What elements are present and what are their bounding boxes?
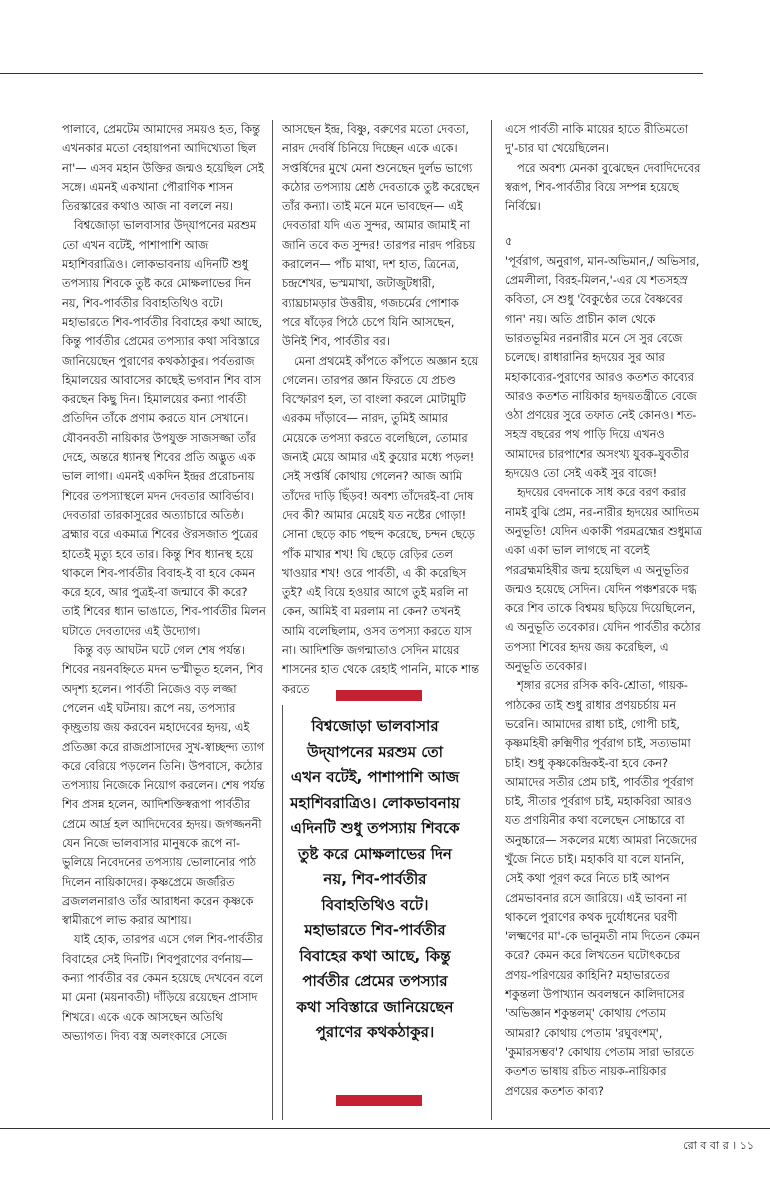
paragraph: যাই হোক, তারপর এসে গেল শিব-পার্বতীর বিবাহের সেই দিনটি। শিবপুরাণের বর্ণনায়— কন্যা পার্বতীর বর কেমন হয়েছে দেখবেন বলে মা মেনা (ময়নাবতী) দাঁড়িয়ে রয়েছেন প্রাসাদ শিখরে। একে একে আসছেন অতিথি অভ্যাগত। দিব্য বস্ত্র অলংকারে সেজে [62,932,263,1043]
pullquote-bottom-bar [336,1095,422,1106]
column-divider-1 [272,120,273,1120]
paragraph: পরে অবশ্য মেনকা বুঝেছেন দেবাদিদেবের স্বরূপ, শিব-পার্বতীর বিয়ে সম্পন্ন হয়েছে নির্বিঘ্নে। [505,160,701,214]
page-footer: রো ব বা র । ১১ [683,1139,754,1152]
footer-rule [0,1128,770,1129]
paragraph: হৃদয়ের বেদনাকে সাধ করে বরণ করার নামই বুঝি প্রেম, নর-নারীর হৃদয়ের আদিতম অনুভূতি! যেদিন একাকী পরমব্রহ্মের শুধুমাত্র একা একা ভাল লাগছে না বলেই পরব্রহ্মমহিষীর জন্ম হয়েছিল এ অনুভূতির জন্মও হয়েছে সেদিন। যেদিন পঞ্চশরকে দগ্ধ করে শিব তাকে বিশ্বময় ছড়িয়ে দিয়েছিলেন, এ অনুভূতি তবেকার। যেদিন পার্বতীর কঠোর তপস্যা শিবের হৃদয় জয় করেছিল, এ অনুভূতি তবেকার। [505,485,703,674]
paragraph: বিশ্বজোড়া ভালবাসার উদ্‌যাপনের মরশুম তো এখন বটেই, পাশাপাশি আজ মহাশিবরাত্রিও। লোকভাবনায় এদিনটি শুধু তপস্যায় শিবকে তুষ্ট করে মোক্ষলাভের দিন নয়, শিব-পার্বতীর বিবাহতিথিও বটে। মহাভারতে শিব-পার্বতীর বিবাহের কথা আছে, কিন্তু পার্বতীর প্রেমের তপস্যার কথা সবিস্তারে জানিয়েছেন পুরাণের কথকঠাকুর। পর্বতরাজ হিমালয়ের আবাসের কাছেই ভগবান শিব বাস করছেন কিছু দিন। হিমালয়ের কন্যা পার্বতী প্রতিদিন তাঁকে প্রণাম করতে যান সেখানে। যৌবনবতী নায়িকার উপযুক্ত সাজসজ্জা তাঁর দেহে, অন্তরে ধ্যানস্থ শিবের প্রতি অদ্ভুত এক ভাল লাগা। এমনই একদিন ইন্দ্রর প্ররোচনায় শিবের তপস্যাস্থলে মদন দেবতার আবির্ভাব। দেবতারা তারকাসুরের অত্যাচারে অতিষ্ঠ। ব্রহ্মার বরে একমাত্র শিবের ঔরসজাত পুত্রের হাতেই মৃত্যু হবে তার। কিন্তু শিব ধ্যানস্থ হয়ে থাকলে শিব-পার্বতীর বিবাহ-ই বা হবে কেমন করে হবে, আর পুত্রই-বা জন্মাবে কী করে? তাই শিবের ধ্যান ভাঙাতে, শিব-পার্বতীর মিলন ঘটাতে দেবতাদের এই উদ্যোগ। [62,218,266,638]
article-column-2 [282,120,480,700]
article-column-3 [505,120,703,1120]
paragraph: এসে পার্বতী নাকি মায়ের হাতে রীতিমতো দু'-চার ঘা খেয়েছিলেন। [505,122,689,156]
paragraph: পালাবে, প্রেমটেম আমাদের সময়ও হত, কিন্তু এখনকার মতো বেহায়াপনা আদিখ্যেতা ছিল না'— এসব মহান উক্তির জন্মও হয়েছিল সেই সঙ্গে। এমনই একখানা পৌরাণিক শাসন তিরস্কারের কথাও আজ না বললে নয়। [62,122,264,214]
column-divider-2 [491,120,492,1120]
paragraph: শৃঙ্গার রসের রসিক কবি-শ্রোতা, গায়ক-পাঠকের তাই শুধু রাধার প্রণয়চর্চায় মন ভরেনি। আমাদের রাধা চাই, গোপী চাই, কৃষ্ণমহিষী রুক্মিণীর পূর্বরাগ চাই, সত্যভামা চাই। শুধু কৃষ্ণকেন্দ্রিকই-বা হবে কেন? আমাদের সতীর প্রেম চাই, পার্বতীর পূর্বরাগ চাই, সীতার পূর্বরাগ চাই, মহাকবিরা আরও যত প্রণয়িনীর কথা বলেছেন সোচ্চারে বা অনুচ্চারে— সকলের মধ্যে আমরা নিজেদের খুঁজে নিতে চাই। মহাকবি যা বলে যাননি, সেই কথা পূরণ করে নিতে চাই আপন প্রেমভাবনার রসে জারিয়ে। এই ভাবনা না থাকলে পুরাণের কথক দুর্যোধনের ঘরণী 'লক্ষ্মণের মা'-কে ভানুমতী নাম দিতেন কেমন করে? কেমন করে লিখতেন ঘটোৎকচের প্রণয়-পরিণয়ের কাহিনি? মহাভারতের শকুন্তলা উপাখ্যান অবলম্বনে কালিদাসের 'অভিজ্ঞান শকুন্তলম্' কোথায় পেতাম আমরা? কোথায় পেতাম 'রঘুবংশম্', 'কুমারসম্ভব'? কোথায় পেতাম সারা ভারতে কতশত ভাষায় রচিত নায়ক-নায়িকার প্রণয়ের কতশত কাব্য? [505,678,700,1098]
section-number: ৫ [505,234,513,249]
paragraph: মেনা প্রথমেই কাঁপতে কাঁপতে অজ্ঞান হয়ে গেলেন। তারপর জ্ঞান ফিরতে যে প্রচণ্ড বিস্ফোরণ হল, তা বাংলা করলে মোটামুটি এরকম দাঁড়াবে— নারদ, তুমিই আমার মেয়েকে তপস্যা করতে বলেছিলে, তোমার জন্যই মেয়ে আমার এই কুয়োর মধ্যে পড়ল! সেই সপ্তর্ষি কোথায় গেলেন? আজ আমি তাঁদের দাড়ি ছিঁড়ব! অবশ্য তাঁদেরই-বা দোষ দেব কী? আমার মেয়েই যত নষ্টের গোড়া! সোনা ছেড়ে কাচ পছন্দ করেছে, চন্দন ছেড়ে পাঁক মাখার শখ! ঘি ছেড়ে রেড়ির তেল খাওয়ার শখ! ওরে পার্বতী, এ কী করেছিস তুই? এই বিয়ে হওয়ার আগে তুই মরলি না কেন, আমিই বা মরলাম না কেন? তখনই আমি বলেছিলাম, ওসব তপস্যা করতে যাস না। আদিশক্তি জগন্মাতাও সেদিন মায়ের শাসনের হাত থেকে রেহাই পাননি, মাকে শান্ত করতে [282,353,479,696]
header-rule [0,73,703,74]
pullquote-top-bar [336,690,422,701]
paragraph: আসছেন ইন্দ্র, বিষ্ণু, বরুণের মতো দেবতা, নারদ দেবর্ষি চিনিয়ে দিচ্ছেন একে একে। সপ্তর্ষিদের মুখে মেনা শুনেছেন দুর্লভ ভাগ্যে কঠোর তপস্যায় শ্রেষ্ঠ দেবতাকে তুষ্ট করেছেন তাঁর কন্যা। তাই মনে মনে ভাবছেন— এই দেবতারা যদি এত সুন্দর, আমার জামাই না জানি তবে কত সুন্দর! তারপর নারদ পরিচয় করালেন— পাঁচ মাথা, দশ হাত, ত্রিনেত্র, চন্দ্রশেখর, ভস্মমাখা, জটাজুটধারী, ব্যাঘ্রচামড়ার উত্তরীয়, গজচর্মের পোশাক পরে ষাঁড়ের পিঠে চেপে যিনি আসছেন, উনিই শিব, পার্বতীর বর। [282,122,480,349]
article-column-1 [62,120,267,1120]
pullquote: বিশ্বজোড়া ভালবাসার উদ্‌যাপনের মরশুম তো এখন বটেই, পাশাপাশি আজ মহাশিবরাত্রিও। লোকভাবনায় এদিনটি শুধু তপস্যায় শিবকে তুষ্ট করে মোক্ষলাভের দিন নয়, শিব-পার্বতীর বিবাহতিথিও বটে। মহাভারতে শিব-পার্বতীর বিবাহের কথা আছে, কিন্তু পার্বতীর প্রেমের তপস্যার কথা সবিস্তারে জানিয়েছেন পুরাণের কথকঠাকুর। [290,717,460,1041]
paragraph: 'পূর্বরাগ, অনুরাগ, মান-অভিমান,/ অভিসার, প্রেমলীলা, বিরহ-মিলন,'-এর যে শতসহস্র কবিতা, সে শুধু 'বৈকুণ্ঠের তরে বৈষ্ণবের গান' নয়। অতি প্রাচীন কাল থেকে ভারতভূমির নরনারীর মনে সে সুর বেজে চলেছে। রাধারানির হৃদয়ের সুর আর মহাকাব্যের-পুরাণের আরও কতশত কাব্যের আরও কতশত নায়িকার হৃদয়তন্ত্রীতে বেজে ওঠা প্রণয়ের সুরে তফাত নেই কোনও। শত-সহস্র বছরের পথ পাড়ি দিয়ে এখনও আমাদের চারপাশের অসংখ্য যুবক-যুবতীর হৃদয়েও তো সেই একই সুর বাজে! [505,253,700,481]
paragraph: কিন্তু বড় আঘটন ঘটে গেল শেষ পর্যন্ত। শিবের নয়নবহ্নিতে মদন ভস্মীভূত হলেন, শিব অদৃশ্য হলেন। পার্বতী নিজেও বড় লজ্জা পেলেন এই ঘটনায়। রূপে নয়, তপস্যার কৃচ্ছ্রতায় জয় করবেন মহাদেবের হৃদয়, এই প্রতিজ্ঞা করে রাজপ্রাসাদের সুখ-স্বাচ্ছন্দ্য ত্যাগ করে বেরিয়ে পড়লেন তিনি। উপবাসে, কঠোর তপস্যায় নিজেকে নিয়োগ করলেন। শেষ পর্যন্ত শিব প্রসন্ন হলেন, আদিশক্তিস্বরূপা পার্বতীর প্রেমে আর্দ্র হল আদিদেবের হৃদয়। জগজ্জননী যেন নিজে ভালবাসার মানুষকে রূপে না-ভুলিয়ে নিবেদনের তপস্যায় ভোলানোর পাঠ দিলেন নায়িকাদের। কৃষ্ণপ্রেমে জর্জরিত ব্রজললনারাও তাঁর আরাধনা করেন কৃষ্ণকে স্বামীরূপে লাভ করার আশায়। [62,643,265,928]
